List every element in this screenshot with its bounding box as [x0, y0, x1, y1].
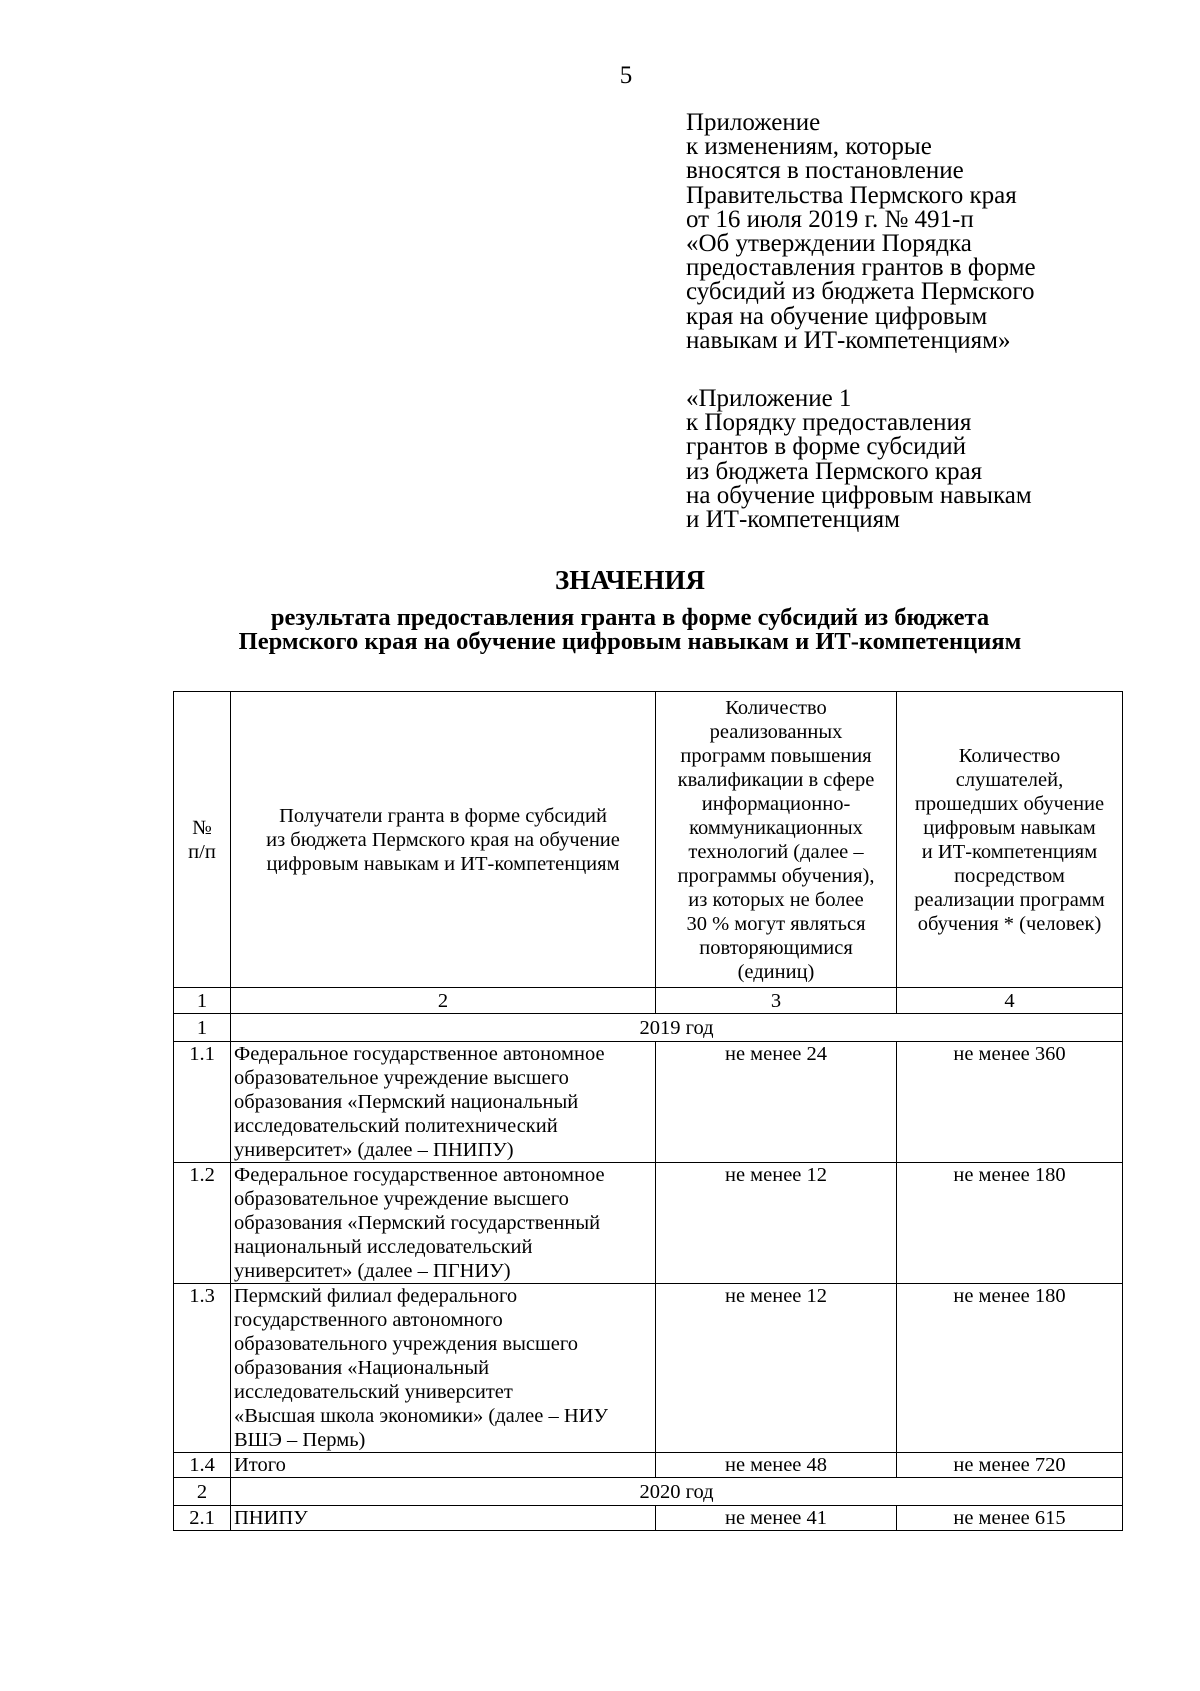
header-listeners — [897, 692, 1123, 988]
appendix-procedure-block — [686, 387, 1032, 532]
programs-value: не менее 41 — [656, 1506, 897, 1531]
header-recipients — [231, 692, 656, 988]
section-num: 2 — [174, 1478, 231, 1506]
appendix-line: на обучение цифровым навыкам — [686, 481, 1032, 509]
listeners-value: не менее 180 — [897, 1163, 1123, 1284]
appendix-line: из бюджета Пермского края — [686, 457, 983, 485]
header-line: программ повышения — [680, 744, 872, 767]
appendix-line: Приложение — [686, 109, 821, 136]
column-index: 4 — [897, 988, 1123, 1014]
table-row — [174, 1163, 1123, 1284]
appendix-line: к Порядку предоставления — [686, 409, 972, 437]
header-line: № — [192, 816, 212, 839]
appendix-line: субсидий из бюджета Пермского — [686, 278, 1035, 306]
header-line: коммуникационных — [689, 816, 863, 839]
header-line: программы обучения), — [677, 864, 875, 887]
row-num: 2.1 — [174, 1506, 231, 1531]
name-line: образовательное учреждение высшего — [234, 1188, 569, 1210]
name-line: университет» (далее – ПНИПУ) — [234, 1139, 514, 1161]
name-line: Федеральное государственное автономное — [234, 1043, 605, 1065]
header-line: и ИТ-компетенциям — [921, 840, 1098, 863]
header-line: слушателей, — [955, 768, 1064, 791]
recipient-name — [231, 1284, 656, 1453]
column-index: 3 — [656, 988, 897, 1014]
header-line: технологий (далее – — [688, 840, 864, 863]
header-line: квалификации в сфере — [677, 768, 875, 791]
listeners-value: не менее 180 — [897, 1284, 1123, 1453]
appendix-line: от 16 июля 2019 г. № 491-п — [686, 205, 974, 233]
name-line: Итого — [234, 1454, 286, 1476]
header-line: цифровым навыкам и ИТ-компетенциям — [266, 852, 620, 875]
subtitle-line: Пермского края на обучение цифровым навыкам и ИТ-компетенциям — [238, 628, 1022, 655]
document-subtitle — [0, 606, 1200, 654]
name-line: ВШЭ – Пермь) — [234, 1429, 366, 1451]
row-num: 1.2 — [174, 1163, 231, 1284]
appendix-line: предоставления грантов в форме — [686, 254, 1036, 282]
year-row — [174, 1478, 1123, 1506]
name-line: университет» (далее – ПГНИУ) — [234, 1260, 511, 1282]
recipient-name — [231, 1163, 656, 1284]
name-line: Федеральное государственное автономное — [234, 1164, 605, 1186]
recipient-name — [231, 1453, 656, 1478]
header-line: цифровым навыкам — [923, 816, 1096, 839]
header-line: Количество — [958, 744, 1061, 767]
header-line: прошедших обучение — [914, 792, 1105, 815]
name-line: Пермский филиал федерального — [234, 1285, 518, 1307]
header-line: из которых не более — [688, 888, 864, 911]
appendix-line: грантов в форме субсидий — [686, 433, 967, 461]
appendix-line: к изменениям, которые — [686, 133, 932, 161]
column-index: 1 — [174, 988, 231, 1014]
appendix-changes-block — [686, 111, 1036, 353]
document-title: ЗНАЧЕНИЯ — [555, 565, 705, 595]
name-line: образовательное учреждение высшего — [234, 1067, 569, 1089]
appendix-line: «Приложение 1 — [686, 385, 852, 412]
header-line: п/п — [188, 840, 216, 863]
section-year: 2020 год — [231, 1478, 1123, 1506]
programs-value: не менее 48 — [656, 1453, 897, 1478]
listeners-value: не менее 720 — [897, 1453, 1123, 1478]
table-header-row — [174, 692, 1123, 988]
header-line: информационно- — [701, 792, 851, 815]
header-line: реализации программ — [914, 888, 1105, 911]
name-line: исследовательский политехнический — [234, 1115, 558, 1137]
appendix-line: и ИТ-компетенциям — [686, 506, 900, 534]
name-line: образовательного учреждения высшего — [234, 1333, 579, 1355]
table-row — [174, 1453, 1123, 1478]
name-line: национальный исследовательский — [234, 1236, 533, 1258]
header-line: из бюджета Пермского края на обучение — [266, 828, 620, 851]
header-line: Получатели гранта в форме субсидий — [279, 804, 607, 827]
column-index-row — [174, 988, 1123, 1014]
name-line: «Высшая школа экономики» (далее – НИУ — [234, 1405, 609, 1427]
listeners-value: не менее 615 — [897, 1506, 1123, 1531]
section-year: 2019 год — [231, 1014, 1123, 1042]
column-index: 2 — [231, 988, 656, 1014]
appendix-line: Правительства Пермского края — [686, 181, 1017, 209]
row-num: 1.3 — [174, 1284, 231, 1453]
header-line: повторяющимися — [699, 936, 853, 959]
programs-value: не менее 12 — [656, 1163, 897, 1284]
header-line: реализованных — [709, 720, 843, 743]
recipient-name — [231, 1506, 656, 1531]
header-line: обучения * (человек) — [917, 912, 1102, 935]
page-number: 5 — [619, 62, 633, 89]
appendix-line: навыкам и ИТ-компетенциям» — [686, 326, 1011, 354]
name-line: образования «Пермский национальный — [234, 1091, 579, 1113]
header-line: Количество — [725, 696, 827, 719]
results-table — [173, 691, 1123, 1531]
appendix-line: края на обучение цифровым — [686, 302, 988, 330]
recipient-name — [231, 1042, 656, 1163]
table-row — [174, 1284, 1123, 1453]
name-line: ПНИПУ — [234, 1507, 308, 1529]
header-programs — [656, 692, 897, 988]
programs-value: не менее 24 — [656, 1042, 897, 1163]
header-line: 30 % могут являться — [686, 912, 866, 935]
listeners-value: не менее 360 — [897, 1042, 1123, 1163]
name-line: государственного автономного — [234, 1309, 503, 1331]
subtitle-line: результата предоставления гранта в форме субсидий из бюджета — [270, 604, 990, 631]
name-line: образования «Пермский государственный — [234, 1212, 601, 1234]
row-num: 1.1 — [174, 1042, 231, 1163]
programs-value: не менее 12 — [656, 1284, 897, 1453]
section-num: 1 — [174, 1014, 231, 1042]
name-line: образования «Национальный — [234, 1357, 490, 1379]
header-line: (единиц) — [737, 960, 815, 983]
header-num — [174, 692, 231, 988]
table-row — [174, 1042, 1123, 1163]
appendix-line: вносятся в постановление — [686, 157, 964, 185]
appendix-line: «Об утверждении Порядка — [686, 230, 972, 258]
year-row — [174, 1014, 1123, 1042]
name-line: исследовательский университет — [234, 1381, 513, 1403]
table-row — [174, 1506, 1123, 1531]
row-num: 1.4 — [174, 1453, 231, 1478]
header-line: посредством — [954, 864, 1065, 887]
